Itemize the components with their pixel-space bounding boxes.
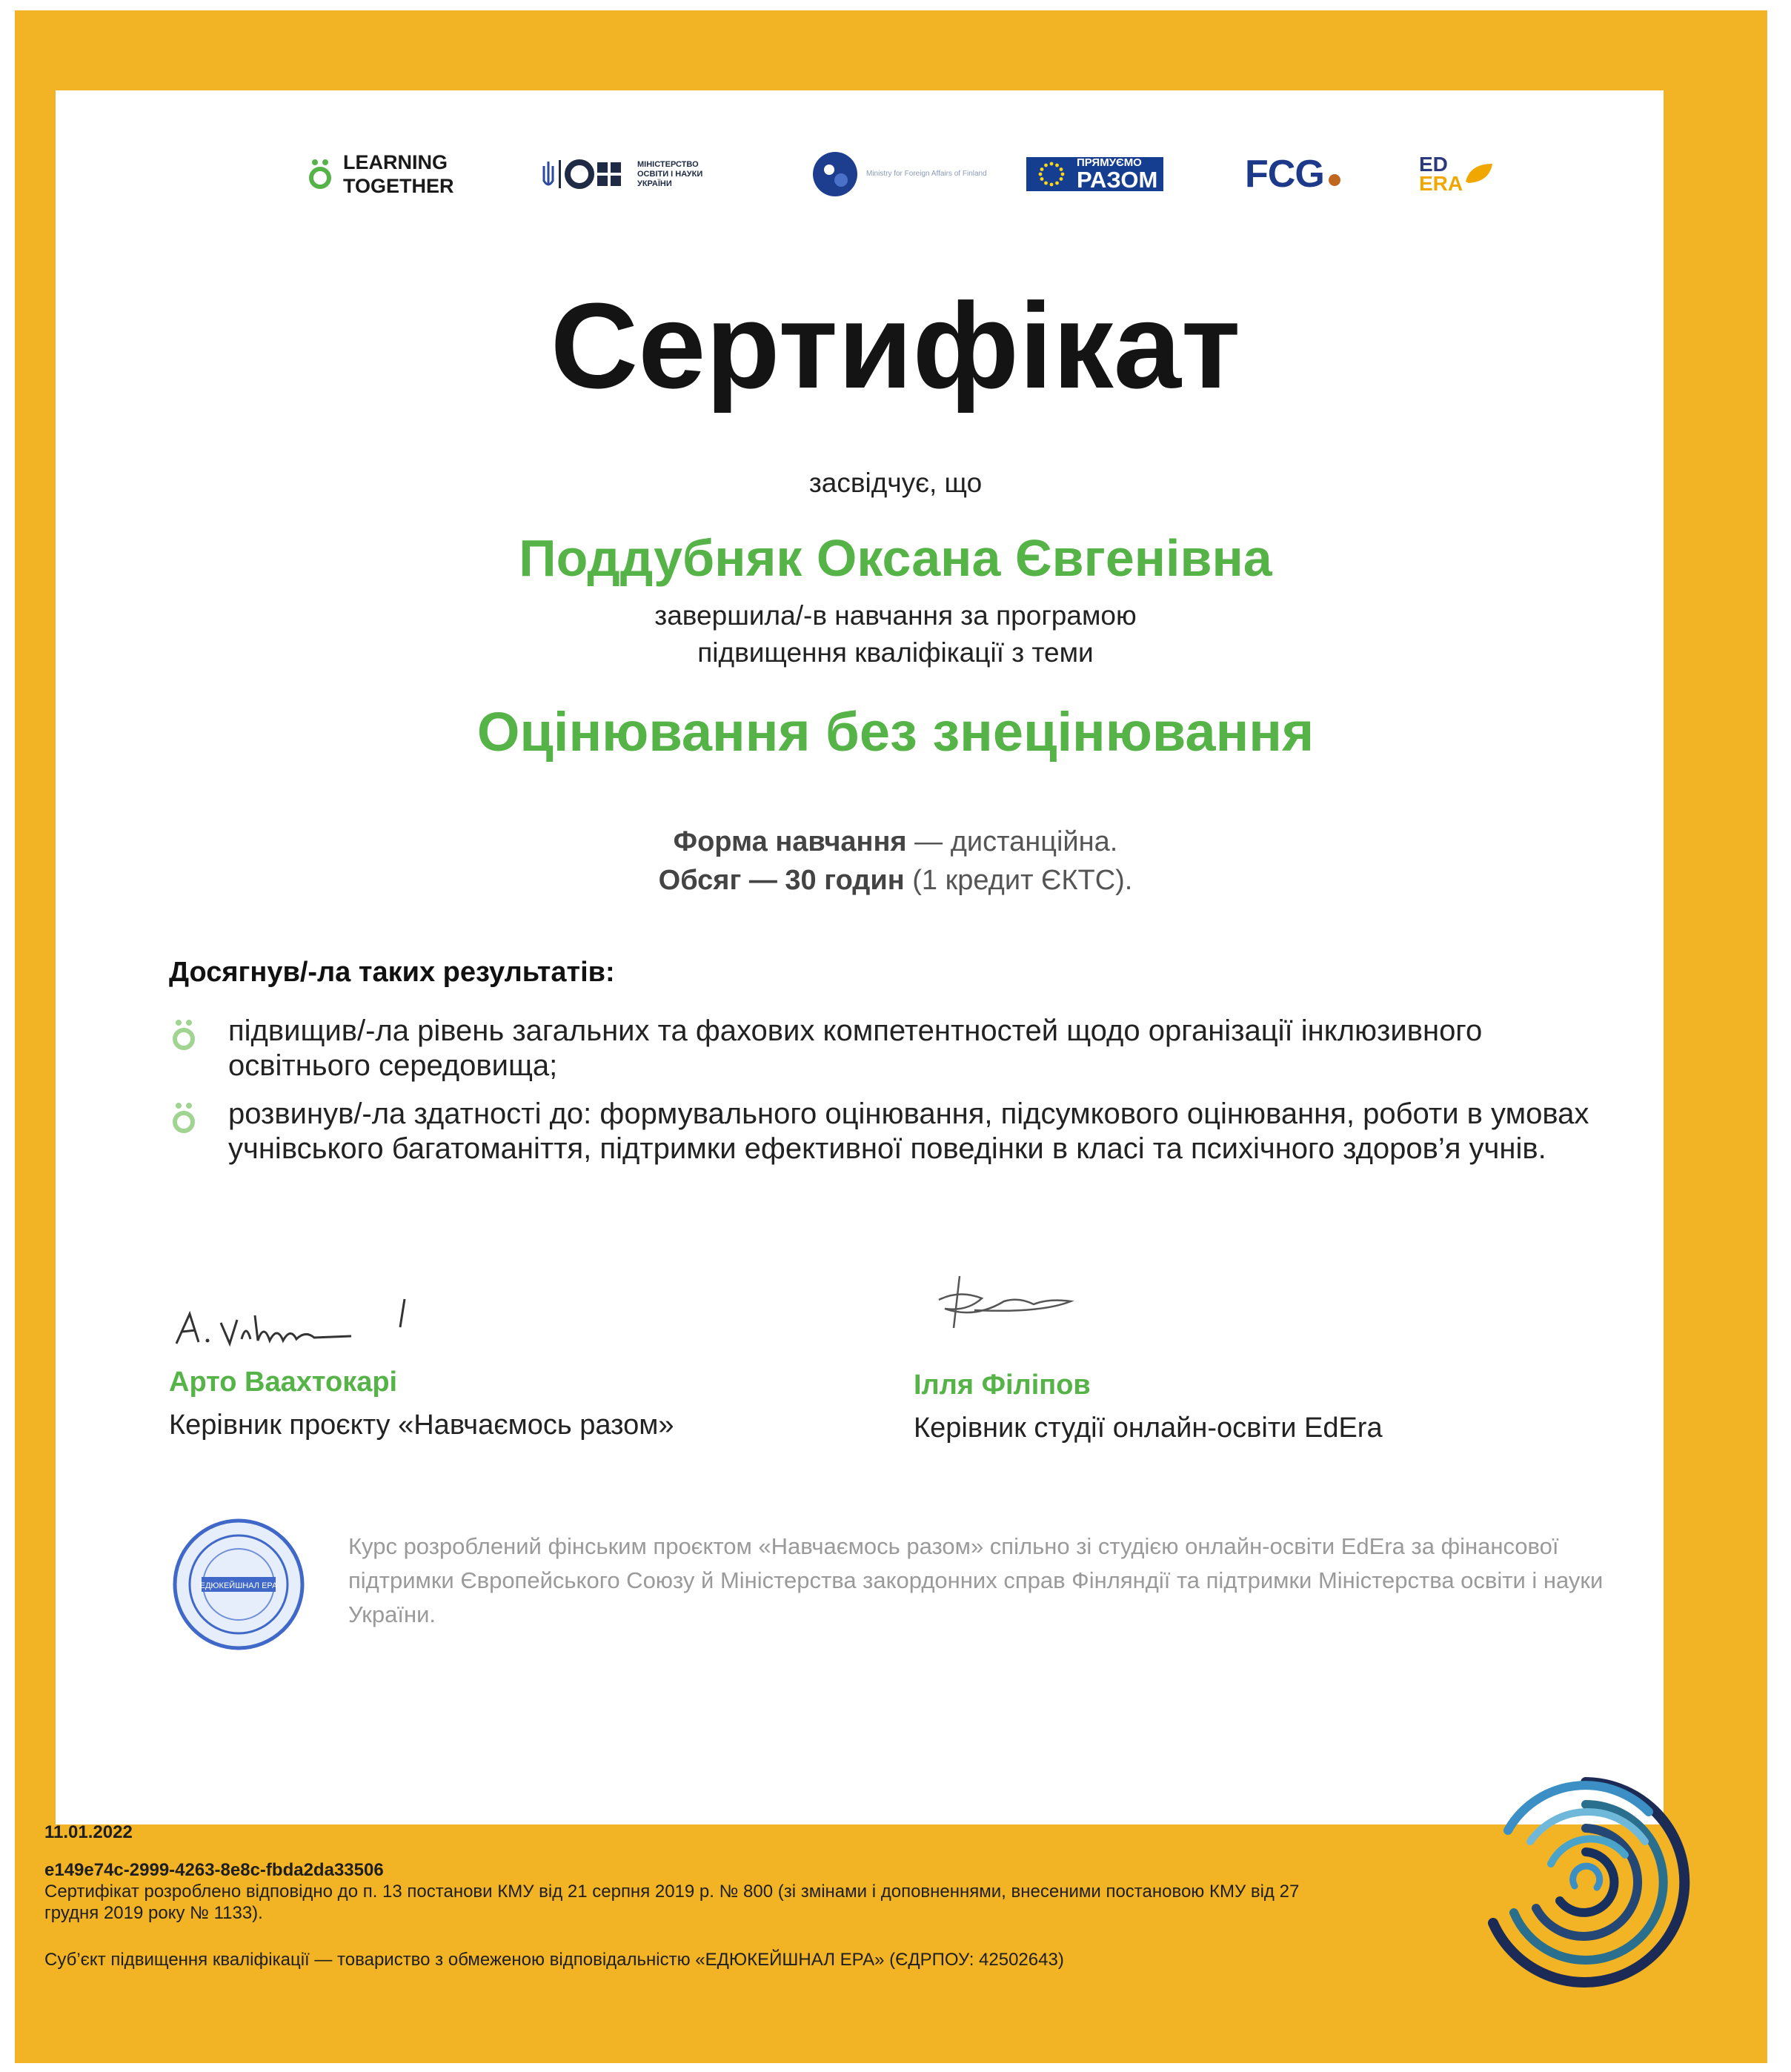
certifies-text: засвідчує, що [808, 468, 983, 498]
stamp-text: ЕДЮКЕЙШНАЛ ЕРА [199, 1581, 278, 1590]
course-note: Курс розроблений фінським проєктом «Навчаємось разом» спільно зі студією онлайн-освіти EdEra за фінансової підтримки Європейського Союзу й Міністерства закордонних справ Фінляндії та підтримки Міністерства освіти і науки України. [348, 1533, 1604, 1627]
recipient-name: Поддубняк Оксана Євгенівна [519, 529, 1272, 587]
certificate-id: e149e74c-2999-4263-8e8c-fbda2da33506 [44, 1860, 384, 1880]
signature-vaahtokari [169, 1293, 443, 1352]
results-heading: Досягнув/-ла таких результатів: [169, 957, 615, 988]
decorative-swirl [1463, 1760, 1708, 2005]
learning-together-icon [308, 159, 333, 190]
fcg-logo: FCG [1245, 137, 1340, 211]
fcg-dot-icon [1329, 174, 1340, 186]
legal-basis: Сертифікат розроблено відповідно до п. 13 постанови КМУ від 21 серпня 2019 р. № 800 (зі змінами і доповненнями, внесеними постановою КМУ від 27 грудня 2019 року № 1133). [44, 1882, 1300, 1923]
edera-leaf-icon [1463, 159, 1495, 189]
ministry-text: МІНІСТЕРСТВО ОСВІТИ І НАУКИ УКРАЇНИ [637, 159, 703, 188]
mfa-text: Ministry for Foreign Affairs of Finland [866, 170, 987, 178]
training-provider: Суб’єкт підвищення кваліфікації — товариство з обмеженою відповідальністю «ЕДЮКЕЙШНАЛ ЕРА» (ЄДРПОУ: 42502643) [44, 1950, 1064, 1970]
study-form: Форма навчання — дистанційна. [673, 826, 1118, 857]
signer-role-filipov: Керівник студії онлайн-освіти EdEra [914, 1412, 1383, 1444]
certificate-title: Сертифікат [550, 278, 1241, 414]
mfa-finland-logo [811, 137, 992, 211]
issue-date: 11.01.2022 [44, 1822, 133, 1842]
signature-filipov [930, 1267, 1078, 1334]
signer-name-vaahtokari: Арто Ваахтокарі [169, 1367, 398, 1398]
course-title: Оцінювання без знецінювання [476, 701, 1315, 763]
results-list [169, 1014, 1621, 1180]
study-volume: Обсяг — 30 годин (1 кредит ЄКТС). [658, 865, 1133, 896]
ministry-education-logo [541, 137, 726, 211]
signer-role-vaahtokari: Керівник проєкту «Навчаємось разом» [169, 1409, 674, 1441]
learning-together-logo [308, 137, 462, 211]
organization-stamp [172, 1518, 305, 1651]
bullet-icon [170, 1018, 197, 1052]
completion-text: завершила/-в навчання за програмою підвищення кваліфікації з теми [654, 600, 1137, 668]
eu-text: ПРЯМУЄМО РАЗОМ [1077, 157, 1163, 191]
eu-flag-icon [1026, 157, 1077, 191]
eu-logo [1026, 137, 1163, 211]
mfa-globe-icon [811, 150, 859, 198]
certificate-footer [44, 1822, 1304, 1970]
study-details [0, 823, 1791, 900]
bullet-icon [170, 1101, 197, 1135]
list-item: розвинув/-ла здатності до: формувального оцінювання, підсумкового оцінювання, роботи в умовах учнівського багатоманіття, підтримки ефективної поведінки в класі та психічного здоров’я учнів. [169, 1097, 1621, 1166]
partner-logos [308, 137, 1501, 211]
ministry-emblem-icon [541, 156, 630, 193]
learning-together-text: LEARNING TOGETHER [343, 151, 454, 197]
edera-logo: ED ERA [1419, 137, 1495, 211]
signer-name-filipov: Ілля Філіпов [914, 1369, 1091, 1401]
list-item: підвищив/-ла рівень загальних та фахових компетентностей щодо організації інклюзивного освітнього середовища; [169, 1014, 1621, 1083]
